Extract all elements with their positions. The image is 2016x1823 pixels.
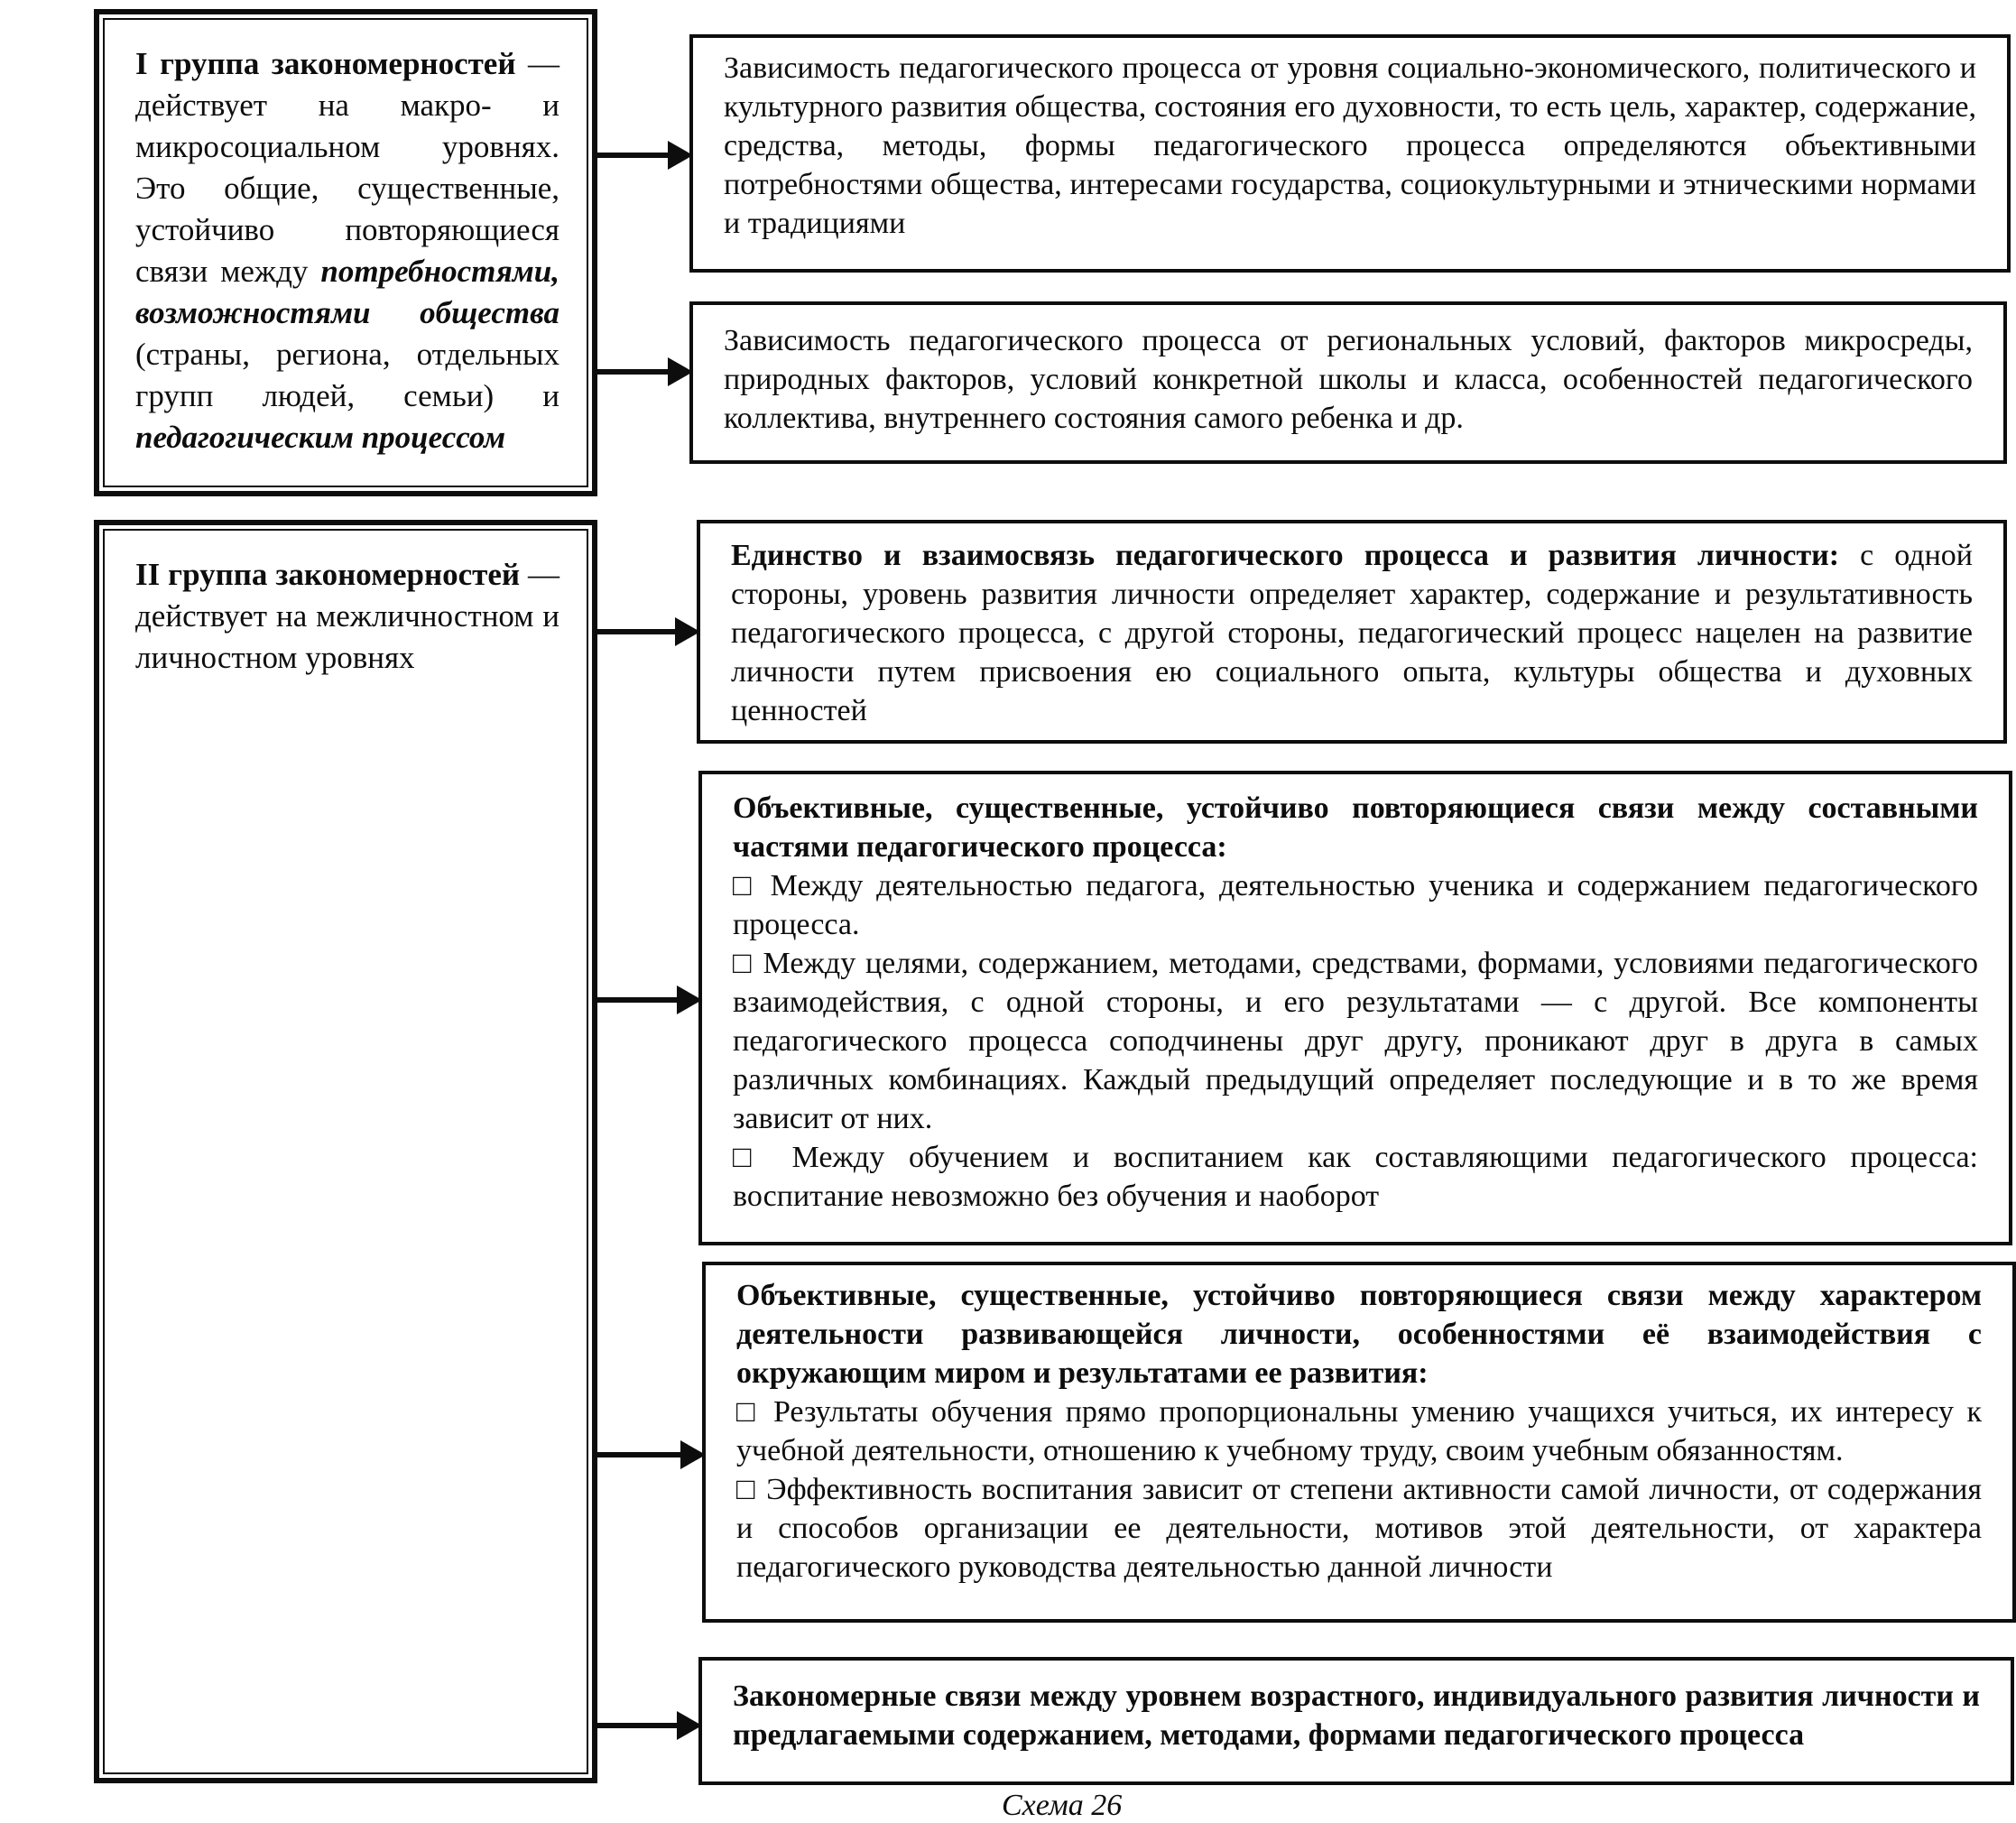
- arrow-group1-to-box2: [592, 357, 693, 386]
- law-age-development-text: Закономерные связи между уровнем возрастного, индивидуального развития личности и предлагаемыми содержанием, методами, формами педагогического процесса: [733, 1680, 1980, 1752]
- arrow-shaft: [592, 629, 677, 634]
- arrow-shaft: [592, 153, 670, 158]
- arrow-group2-to-box3: [592, 617, 700, 646]
- group2-body: — действует на межличностном и личностном уровнях: [135, 557, 559, 675]
- arrow-head-icon: [677, 1711, 702, 1740]
- group1-box: [94, 9, 597, 496]
- law-box-age-development: [698, 1657, 2014, 1785]
- arrow-shaft: [592, 1723, 679, 1728]
- bullet-item: □ Между обучением и воспитанием как составляющими педагогического процесса: воспитание невозможно без обучения и наоборот: [733, 1141, 1978, 1213]
- group2-box: [94, 520, 597, 1783]
- arrow-head-icon: [668, 141, 693, 170]
- arrow-group2-to-box6: [592, 1711, 702, 1740]
- group1-emphasis-1: потребностями, возможностями общества: [135, 254, 559, 330]
- law-personality-activity-heading: Объективные, существенные, устойчиво повторяющиеся связи между характером деятельности развивающейся личности, особенностями её взаимодействия с окружающим миром и результатами ее развития:: [736, 1279, 1982, 1390]
- arrow-head-icon: [668, 357, 693, 386]
- law-regional-conditions-text: Зависимость педагогического процесса от региональных условий, факторов микросреды, природных факторов, условий конкретной школы и класса, особенностей педагогического коллектива, внутреннего состояния самого ребенка и др.: [724, 324, 1973, 435]
- arrow-shaft: [592, 1452, 682, 1457]
- arrow-head-icon: [675, 617, 700, 646]
- group2-box-inner: [103, 529, 588, 1774]
- law-box-society-level: [689, 34, 2011, 273]
- law-box-process-components: [698, 771, 2012, 1245]
- law-unity-development-body: с одной стороны, уровень развития личности определяет характер, содержание и результативность педагогического процесса, с другой стороны, педагогический процесс нацелен на развитие личности путем присвоения ею социального опыта, культуры общества и духовных ценностей: [731, 539, 1973, 727]
- bullet-item: □ Между целями, содержанием, методами, средствами, формами, условиями педагогического взаимодействия, с одной стороны, и его результатами — с другой. Все компоненты педагогического процесса соподчинены друг другу, проникают друг в друга в самых различных комбинациях. Каждый предыдущий определяет последующие и в то же время зависит от них.: [733, 947, 1978, 1135]
- bullet-item: □ Между деятельностью педагога, деятельностью ученика и содержанием педагогического процесса.: [733, 869, 1978, 941]
- group1-text: [135, 43, 559, 458]
- group1-title: I группа закономерностей: [135, 46, 516, 81]
- law-unity-development-text: [731, 536, 1973, 730]
- law-box-personality-activity: [702, 1262, 2016, 1623]
- arrow-group1-to-box1: [592, 141, 693, 170]
- group2-text: [135, 554, 559, 679]
- group1-box-inner: [103, 18, 588, 487]
- group1-emphasis-2: педагогическим процессом: [135, 420, 506, 455]
- bullet-item: □ Эффективность воспитания зависит от степени активности самой личности, от содержания и способов организации ее деятельности, мотивов этой деятельности, от характера педагогического руководства деятельностью данной личности: [736, 1473, 1982, 1584]
- arrow-group2-to-box5: [592, 1440, 706, 1469]
- page-caption: Схема 26: [1002, 1789, 1123, 1822]
- arrow-head-icon: [680, 1440, 706, 1469]
- group2-title: II группа закономерностей: [135, 557, 521, 592]
- law-society-level-text: Зависимость педагогического процесса от уровня социально-экономического, политического и культурного развития общества, состояния его духовности, то есть цель, характер, содержание, средства, методы, формы педагогического процесса определяются объективными потребностями общества, интересами государства, социокультурными и этническими нормами и традициями: [724, 51, 1976, 240]
- bullet-item: □ Результаты обучения прямо пропорциональны умению учащихся учиться, их интересу к учебной деятельности, отношению к учебному труду, своим учебным обязанностям.: [736, 1395, 1982, 1467]
- arrow-shaft: [592, 369, 670, 375]
- group1-body-2: (страны, региона, отдельных групп людей, семьи) и: [135, 337, 559, 413]
- law-unity-development-lead: Единство и взаимосвязь педагогического процесса и развития личности:: [731, 539, 1840, 572]
- law-box-unity-development: [697, 520, 2007, 744]
- group1-body-1: — действует на макро- и микросоциальном уровнях. Это общие, существенные, устойчиво повторяющиеся связи между: [135, 46, 559, 289]
- law-box-regional-conditions: [689, 301, 2007, 464]
- arrow-group2-to-box4: [592, 986, 702, 1014]
- arrow-shaft: [592, 997, 679, 1003]
- law-process-components-heading: Объективные, существенные, устойчиво повторяющиеся связи между составными частями педагогического процесса:: [733, 791, 1978, 864]
- arrow-head-icon: [677, 986, 702, 1014]
